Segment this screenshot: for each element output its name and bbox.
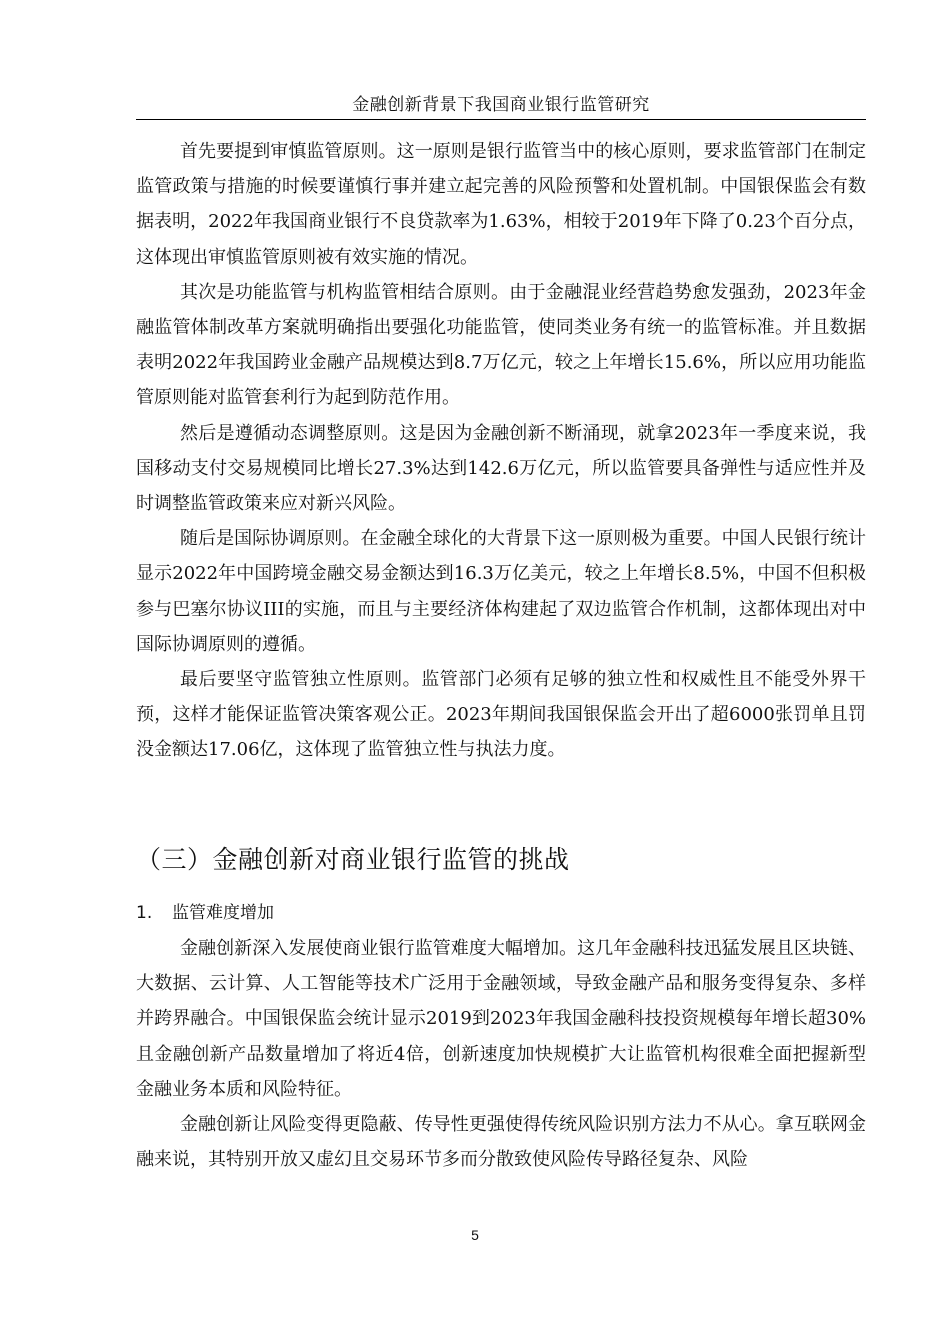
subheading-number: 1. xyxy=(136,903,153,923)
subheading-text: 监管难度增加 xyxy=(172,903,274,923)
paragraph-difficulty-increase: 金融创新深入发展使商业银行监管难度大幅增加。这几年金融科技迅猛发展且区块链、大数据、云计算、人工智能等技术广泛用于金融领域，导致金融产品和服务变得复杂、多样并跨界融合。中国银保监会统计显示2019到2023年我国金融科技投资规模每年增长超30%且金融创新产品数量增加了将近4倍，创新速度加快规模扩大让监管机构很难全面把握新型金融业务本质和风险特征。 xyxy=(136,938,866,1100)
paragraph-risk-concealment: 金融创新让风险变得更隐蔽、传导性更强使得传统风险识别方法力不从心。拿互联网金融来说，其特别开放又虚幻且交易环节多而分散致使风险传导路径复杂、风险 xyxy=(136,1114,866,1171)
paragraph-supervisory-independence: 最后要坚守监管独立性原则。监管部门必须有足够的独立性和权威性且不能受外界干预，这样才能保证监管决策客观公正。2023年期间我国银保监会开出了超6000张罚单且罚没金额达17.06亿，这体现了监管独立性与执法力度。 xyxy=(136,669,866,761)
paragraph-international-coordination: 随后是国际协调原则。在金融全球化的大背景下这一原则极为重要。中国人民银行统计显示2022年中国跨境金融交易金额达到16.3万亿美元，较之上年增长8.5%，中国不但积极参与巴塞尔协议III的实施，而且与主要经济体构建起了双边监管合作机制，这都体现出对中国际协调原则的遵循。 xyxy=(136,528,866,655)
subheading xyxy=(136,898,866,928)
header-divider xyxy=(136,119,866,120)
body-text-bottom xyxy=(136,931,866,1177)
page-header-title: 金融创新背景下我国商业银行监管研究 xyxy=(352,95,650,115)
paragraph-functional-supervision: 其次是功能监管与机构监管相结合原则。由于金融混业经营趋势愈发强劲，2023年金融监管体制改革方案就明确指出要强化功能监管，使同类业务有统一的监管标准。并且数据表明2022年我国跨业金融产品规模达到8.7万亿元，较之上年增长15.6%，所以应用功能监管原则能对监管套利行为起到防范作用。 xyxy=(136,281,866,409)
body-text-top xyxy=(136,134,866,768)
paragraph-dynamic-adjustment: 然后是遵循动态调整原则。这是因为金融创新不断涌现，就拿2023年一季度来说，我国移动支付交易规模同比增长27.3%达到142.6万亿元，所以监管要具备弹性与适应性并及时调整监管政策来应对新兴风险。 xyxy=(136,422,866,515)
paragraph-prudential-principle: 首先要提到审慎监管原则。这一原则是银行监管当中的核心原则，要求监管部门在制定监管政策与措施的时候要谨慎行事并建立起完善的风险预警和处置机制。中国银保监会有数据表明，2022年我国商业银行不良贷款率为1.63%，相较于2019年下降了0.23个百分点，这体现出审慎监管原则被有效实施的情况。 xyxy=(136,141,866,268)
section-heading: （三）金融创新对商业银行监管的挑战 xyxy=(136,845,570,874)
page-number: 5 xyxy=(471,1227,479,1243)
